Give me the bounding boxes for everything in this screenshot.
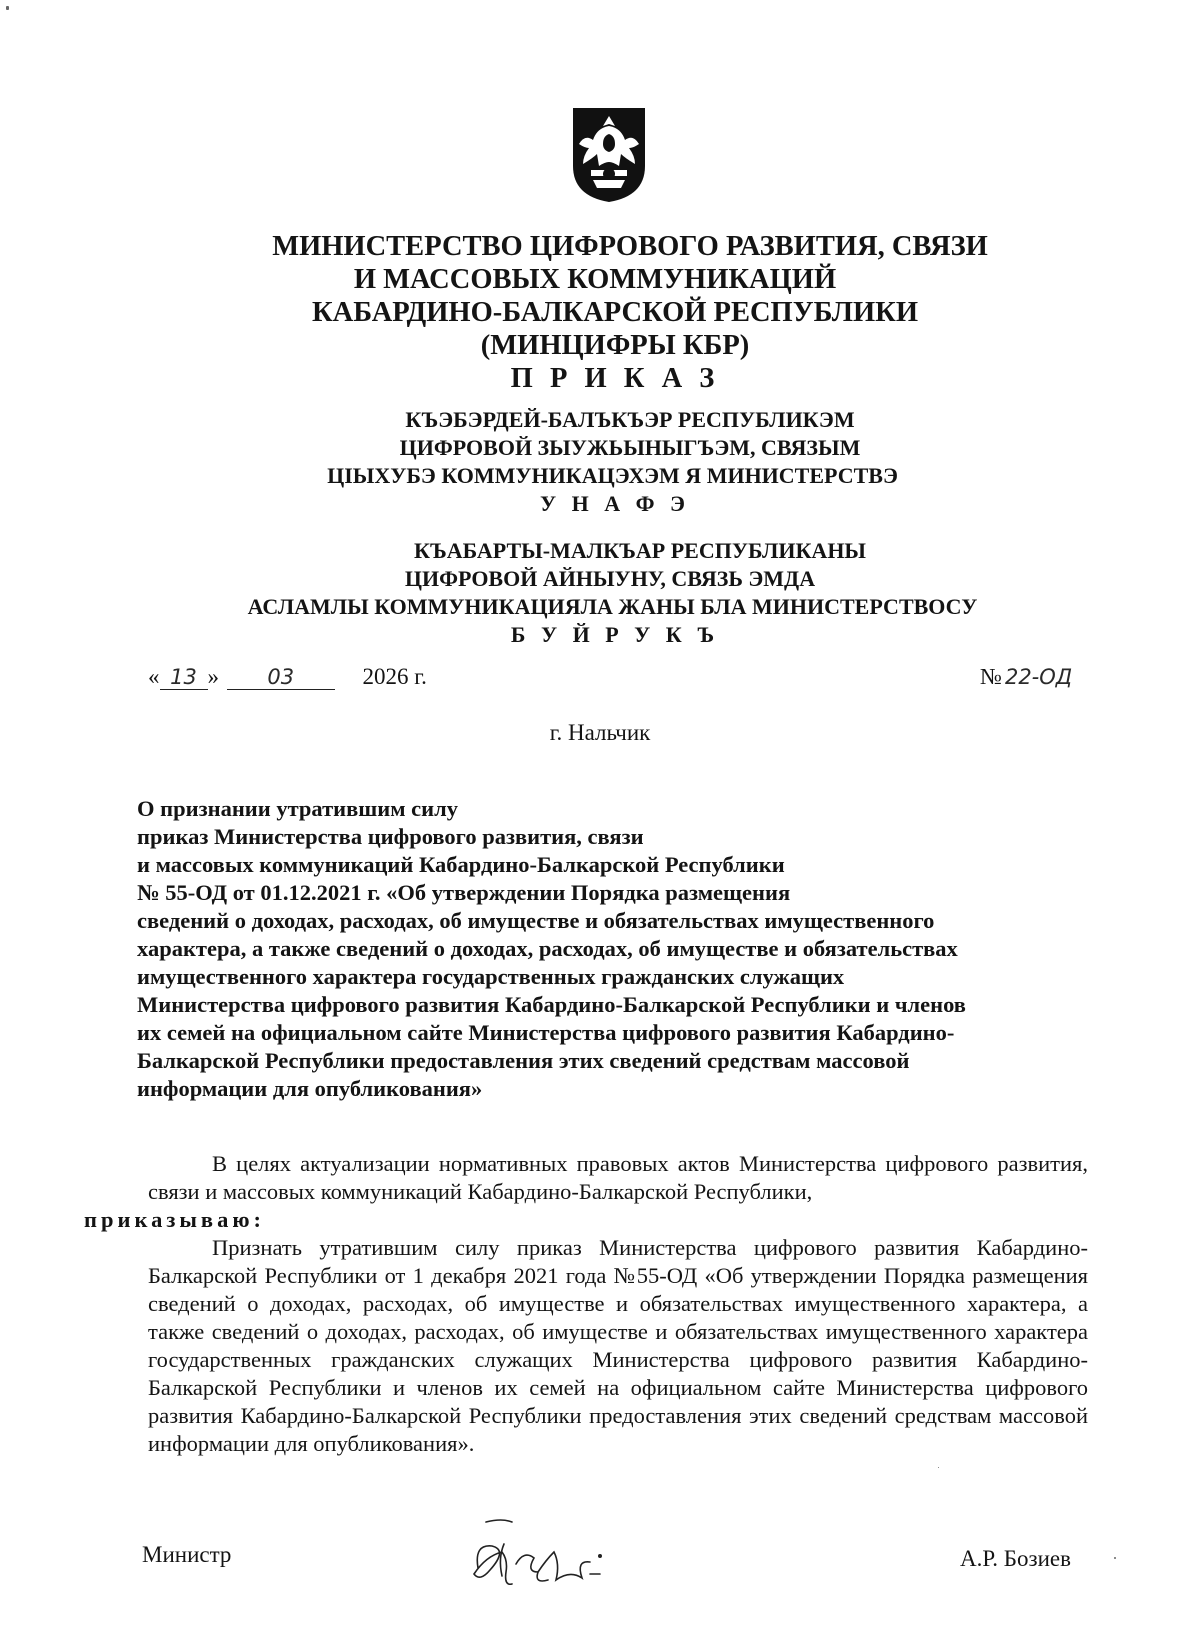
title-line: Министерства цифрового развития Кабардино-Балкарской Республики и членов bbox=[137, 992, 966, 1017]
heading-line: ЦIЫХУБЭ КОММУНИКАЦЭХЭМ Я МИНИСТЕРСТВЭ bbox=[327, 463, 898, 488]
scan-speck bbox=[938, 1467, 939, 1468]
title-line: их семей на официальном сайте Министерства цифрового развития Кабардино- bbox=[137, 1020, 955, 1045]
order-label-krc: Б У Й Р У К Ъ bbox=[510, 622, 720, 647]
operative-paragraph: Признать утратившим силу приказ Министерства цифрового развития Кабардино-Балкарской Республики от 1 декабря 2021 года №55-ОД «Об утверждении Порядка размещения сведений о доходах, расходах, об имуществе и обязательствах имущественного характера, а также сведений о доходах, расходах, об имуществе и обязательствах имущественного характера государственных гражданских служащих Министерства цифрового развития Кабардино-Балкарской Республики и членов их семей на официальном сайте Министерства цифрового развития Кабардино-Балкарской Республики предоставления этих сведений средствам массовой информации для опубликования». bbox=[148, 1235, 1088, 1456]
date-quote: » bbox=[207, 664, 219, 689]
heading-line: КЪЭБЭРДЕЙ-БАЛЪКЪЭР РЕСПУБЛИКЭМ bbox=[405, 407, 855, 432]
date-day: 13 bbox=[160, 665, 208, 690]
title-line: характера, а также сведений о доходах, расходах, об имуществе и обязательствах bbox=[137, 936, 958, 961]
signer-role: Министр bbox=[142, 1542, 232, 1567]
heading-line: МИНИСТЕРСТВО ЦИФРОВОГО РАЗВИТИЯ, СВЯЗИ bbox=[272, 231, 988, 262]
title-line: Балкарской Республики предоставления этих сведений средствам массовой bbox=[137, 1048, 910, 1073]
ministry-heading-ru bbox=[0, 230, 1200, 395]
heading-line: (МИНЦИФРЫ КБР) bbox=[480, 330, 750, 361]
title-line: О признании утратившим силу bbox=[137, 796, 458, 821]
order-label-kbd: У Н А Ф Э bbox=[540, 491, 690, 516]
date-year: 2026 г. bbox=[362, 664, 427, 689]
title-line: информации для опубликования» bbox=[137, 1076, 483, 1101]
title-line: приказ Министерства цифрового развития, связи bbox=[137, 824, 644, 849]
scan-speck bbox=[6, 6, 9, 10]
order-title bbox=[137, 795, 1107, 1103]
title-line: сведений о доходах, расходах, об имуществе и обязательствах имущественного bbox=[137, 908, 935, 933]
order-number-label: № bbox=[980, 664, 1002, 689]
order-number-value: 22-ОД bbox=[1004, 665, 1073, 689]
order-word: приказываю: bbox=[84, 1207, 266, 1232]
preamble-paragraph bbox=[84, 1150, 1088, 1234]
heading-line: ЦИФРОВОЙ АЙНЫУНУ, СВЯЗЬ ЭМДА bbox=[404, 566, 816, 591]
order-date bbox=[148, 664, 427, 690]
heading-line: КЪАБАРТЫ-МАЛКЪАР РЕСПУБЛИКАНЫ bbox=[413, 538, 867, 563]
order-number bbox=[980, 664, 1072, 690]
scan-speck bbox=[1114, 1557, 1116, 1559]
city: г. Нальчик bbox=[549, 720, 651, 745]
heading-line: АСЛАМЛЫ КОММУНИКАЦИЯЛА ЖАНЫ БЛА МИНИСТЕРСТВОСУ bbox=[247, 594, 978, 619]
date-quote: « bbox=[148, 664, 160, 689]
order-label-ru: П Р И К А З bbox=[510, 363, 720, 394]
preamble-text: В целях актуализации нормативных правовых актов Министерства цифрового развития, связи и массовых коммуникаций Кабардино-Балкарской Республики, bbox=[148, 1151, 1088, 1204]
title-line: № 55-ОД от 01.12.2021 г. «Об утверждении Порядка размещения bbox=[137, 880, 791, 905]
date-month: 03 bbox=[227, 665, 335, 690]
coat-of-arms-emblem bbox=[569, 104, 649, 204]
signer-name: А.Р. Бозиев bbox=[960, 1546, 1071, 1571]
title-line: имущественного характера государственных гражданских служащих bbox=[137, 964, 845, 989]
heading-line: КАБАРДИНО-БАЛКАРСКОЙ РЕСПУБЛИКИ bbox=[311, 297, 918, 328]
heading-line: ЦИФРОВОЙ ЗЫУЖЬЫНЫГЪЭМ, СВЯЗЫМ bbox=[399, 435, 861, 460]
order-body bbox=[84, 1150, 1088, 1458]
ministry-heading-kbd bbox=[0, 406, 1200, 518]
heading-line: И МАССОВЫХ КОММУНИКАЦИЙ bbox=[353, 264, 837, 295]
title-line: и массовых коммуникаций Кабардино-Балкарской Республики bbox=[137, 852, 785, 877]
ministry-heading-krc bbox=[0, 537, 1200, 649]
handwritten-signature bbox=[450, 1500, 640, 1610]
